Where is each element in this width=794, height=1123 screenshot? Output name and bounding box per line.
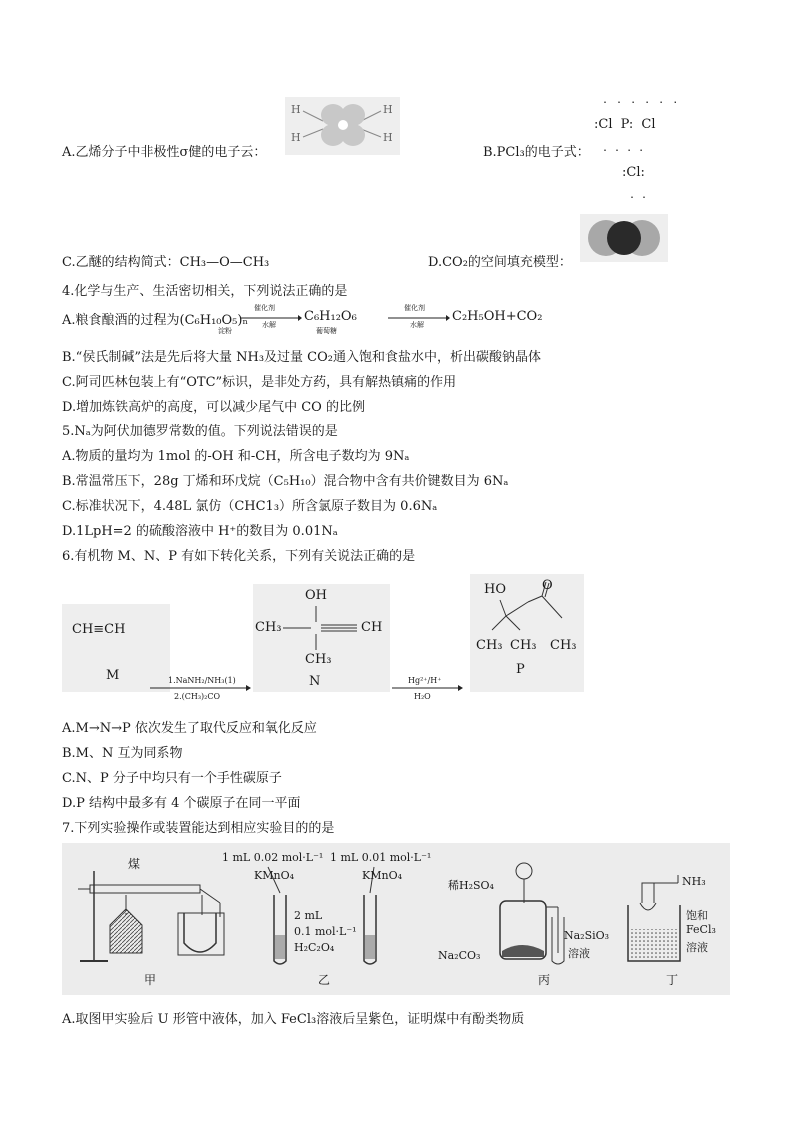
p-ch3-b: CH₃ <box>510 638 537 653</box>
arrow2-top-label: Hg²⁺/H⁺ <box>408 676 442 685</box>
yi-top-right: 1 mL 0.01 mol·L⁻¹ <box>330 851 432 864</box>
m-formula: CH≡CH <box>72 622 126 637</box>
pcl3-main-row: :Cl P: Cl <box>594 117 656 132</box>
structure-p <box>470 574 584 692</box>
svg-text:H: H <box>383 103 393 116</box>
ding-nh3-label: NH₃ <box>682 875 706 888</box>
n-ch3-left: CH₃ <box>255 620 282 635</box>
yi-oxalic-acid: H₂C₂O₄ <box>294 941 335 954</box>
q4-arrow2-top: 催化剂 <box>404 304 425 312</box>
q7-option-a: A.取图甲实验后 U 形管中液体，加入 FeCl₃溶液后呈紫色，证明煤中有酚类物质 <box>62 1012 525 1027</box>
q5-option-a: A.物质的量均为 1mol 的-OH 和-CH，所含电子数均为 9Nₐ <box>62 449 410 464</box>
ding-saturated-label: 饱和 <box>686 909 708 922</box>
pcl3-bottom-cl: :Cl: <box>622 165 645 180</box>
n-label: N <box>309 674 321 689</box>
svg-text:H: H <box>383 131 393 144</box>
bing-solution-label: 溶液 <box>568 947 590 960</box>
q5-option-c: C.标准状况下，4.48L 氯仿（CHC1₃）所含氯原子数目为 0.6Nₐ <box>62 499 438 514</box>
p-label: P <box>516 662 525 677</box>
yi-volume: 2 mL <box>294 909 323 922</box>
yi-kmno4-right: KMnO₄ <box>362 869 402 882</box>
yi-top-left: 1 mL 0.02 mol·L⁻¹ <box>222 851 324 864</box>
q4-under-starch: 淀粉 <box>218 327 232 335</box>
co2-model-figure <box>580 214 668 262</box>
q4-option-b: B.“侯氏制碱”法是先后将大量 NH₃及过量 CO₂通入饱和食盐水中，析出碳酸钠晶体 <box>62 350 541 365</box>
p-carbonyl-o: O <box>542 578 553 593</box>
n-ch3-bottom: CH₃ <box>305 652 332 667</box>
yi-kmno4-left: KMnO₄ <box>254 869 294 882</box>
q4-glucose: C₆H₁₂O₆ <box>304 309 357 324</box>
co2-space-filling-model <box>580 214 668 262</box>
pcl3-bottom-dots: . . <box>629 190 648 201</box>
jia-coal-label: 煤 <box>128 857 141 871</box>
n-oh: OH <box>305 588 327 603</box>
structure-m <box>62 604 170 692</box>
q6-arrow1 <box>150 684 252 692</box>
q4-arrow1-bottom: 水解 <box>262 321 276 329</box>
q6-stem: 6.有机物 M、N、P 有如下转化关系，下列有关说法正确的是 <box>62 549 416 564</box>
yi-label: 乙 <box>318 973 331 987</box>
ding-fecl3-label: FeCl₃ <box>686 923 716 936</box>
q4-ethanol: C₂H₅OH+CO₂ <box>452 309 543 324</box>
arrow2-bottom-label: H₂O <box>414 692 431 701</box>
q5-stem: 5.Nₐ为阿伏加德罗常数的值。下列说法错误的是 <box>62 424 338 439</box>
pcl3-top-dots: . . . . . . <box>602 95 680 106</box>
q4-stem: 4.化学与生产、生活密切相关，下列说法正确的是 <box>62 284 348 299</box>
arrow1-bottom-label: 2.(CH₃)₂CO <box>174 692 221 701</box>
q4-under-glucose: 葡萄糖 <box>316 327 337 335</box>
structure-n <box>253 584 390 692</box>
q6-option-d: D.P 结构中最多有 4 个碳原子在同一平面 <box>62 796 301 811</box>
bing-acid-label: 稀H₂SO₄ <box>448 879 494 892</box>
ding-label: 丁 <box>666 973 679 987</box>
q4-arrow2-bottom: 水解 <box>410 321 424 329</box>
q7-stem: 7.下列实验操作或装置能达到相应实验目的的是 <box>62 821 335 836</box>
q6-option-c: C.N、P 分子中均只有一个手性碳原子 <box>62 771 282 786</box>
q4-option-d: D.增加炼铁高炉的高度，可以减少尾气中 CO 的比例 <box>62 400 365 415</box>
q3-option-b-label: B.PCl₃的电子式： <box>483 145 590 160</box>
svg-text:H: H <box>291 131 301 144</box>
jia-label: 甲 <box>144 973 157 987</box>
q3-option-c: C.乙醚的结构简式：CH₃—O—CH₃ <box>62 255 270 270</box>
p-ch3-c: CH₃ <box>550 638 577 653</box>
q4-option-a-left: A.粮食酿酒的过程为(C₆H₁₀O₅)ₙ <box>62 313 249 328</box>
ethylene-sigma-cloud-image <box>285 97 400 155</box>
q4-arrow1-top: 催化剂 <box>254 304 275 312</box>
apparatus-drawing <box>62 843 730 995</box>
m-label: M <box>106 668 120 683</box>
q6-option-a: A.M→N→P 依次发生了取代反应和氧化反应 <box>62 721 317 736</box>
apparatus-figure <box>62 843 730 995</box>
p-ho: HO <box>484 582 506 597</box>
q6-option-b: B.M、N 互为同系物 <box>62 746 183 761</box>
n-ch: CH <box>361 620 383 635</box>
bing-label: 丙 <box>538 973 551 987</box>
q6-arrow2 <box>392 684 464 692</box>
bing-na2sio3-label: Na₂SiO₃ <box>564 929 610 942</box>
q4-option-c: C.阿司匹林包装上有“OTC”标识，是非处方药，具有解热镇痛的作用 <box>62 375 457 390</box>
yi-concentration: 0.1 mol·L⁻¹ <box>294 925 357 938</box>
pcl3-mid-dots: . . . . <box>602 143 645 154</box>
p-ch3-a: CH₃ <box>476 638 503 653</box>
q5-option-d: D.1LpH=2 的硫酸溶液中 H⁺的数目为 0.01Nₐ <box>62 524 338 539</box>
q3-option-d-label: D.CO₂的空间填充模型： <box>428 255 572 270</box>
ding-solution-label: 溶液 <box>686 941 708 954</box>
electron-cloud-figure <box>285 97 400 155</box>
bing-na2co3-label: Na₂CO₃ <box>438 949 481 962</box>
q3-option-a: A.乙烯分子中非极性σ健的电子云： <box>62 145 267 160</box>
svg-text:H: H <box>291 103 301 116</box>
arrow1-top-label: 1.NaNH₂/NH₃(1) <box>168 676 236 685</box>
q5-option-b: B.常温常压下，28g 丁烯和环戊烷（C₅H₁₀）混合物中含有共价键数目为 6Nₐ <box>62 474 509 489</box>
